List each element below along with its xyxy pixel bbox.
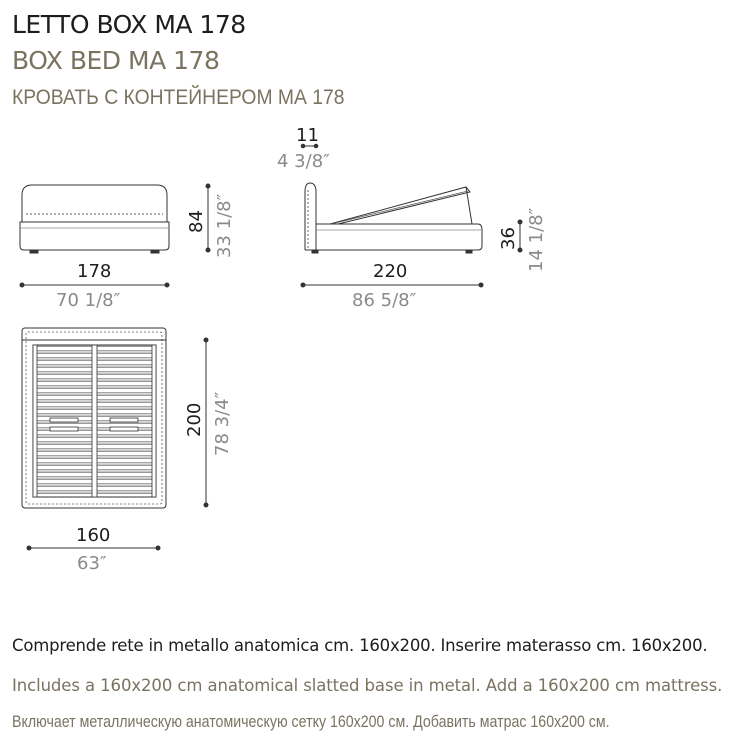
side-base-height-in: 14 1/8″ xyxy=(526,207,547,272)
front-width-cm: 178 xyxy=(77,261,112,282)
front-headboard xyxy=(22,185,167,222)
title-italian: LETTO BOX MA 178 xyxy=(12,10,246,39)
front-height-in: 33 1/8″ xyxy=(214,193,235,258)
side-dimension-lines xyxy=(301,144,522,287)
front-foot-right xyxy=(151,250,159,253)
side-view xyxy=(305,183,482,253)
top-width-cm: 160 xyxy=(76,525,111,546)
title-english: BOX BED MA 178 xyxy=(12,46,220,75)
side-lifted-frame xyxy=(330,187,470,224)
note-english: Includes a 160x200 cm anatomical slatted base in metal. Add a 160x200 cm mattress. xyxy=(12,676,723,695)
note-italian: Comprende rete in metallo anatomica cm. 160x200. Inserire materasso cm. 160x200. xyxy=(12,636,708,655)
front-view xyxy=(20,185,169,253)
front-base xyxy=(20,222,169,250)
front-dimension-lines xyxy=(20,184,210,287)
side-headboard-depth-cm: 11 xyxy=(296,125,319,146)
front-width-in: 70 1/8″ xyxy=(56,290,121,311)
front-height-cm: 84 xyxy=(186,210,207,233)
top-width-in: 63″ xyxy=(77,553,107,574)
side-base xyxy=(305,224,482,250)
side-headboard xyxy=(305,183,316,250)
top-length-in: 78 3/4″ xyxy=(212,391,233,456)
note-russian: Включает металлическую анатомическую сетку 160x200 см. Добавить матрас 160x200 см. xyxy=(12,713,610,731)
title-russian: КРОВАТЬ С КОНТЕЙНЕРОМ МА 178 xyxy=(12,86,345,109)
top-length-cm: 200 xyxy=(184,402,205,437)
front-foot-left xyxy=(30,250,38,253)
side-base-height-cm: 36 xyxy=(498,227,519,250)
side-length-cm: 220 xyxy=(373,261,408,282)
side-headboard-depth-in: 4 3/8″ xyxy=(277,151,330,172)
side-length-in: 86 5/8″ xyxy=(352,290,417,311)
top-view xyxy=(22,328,166,508)
